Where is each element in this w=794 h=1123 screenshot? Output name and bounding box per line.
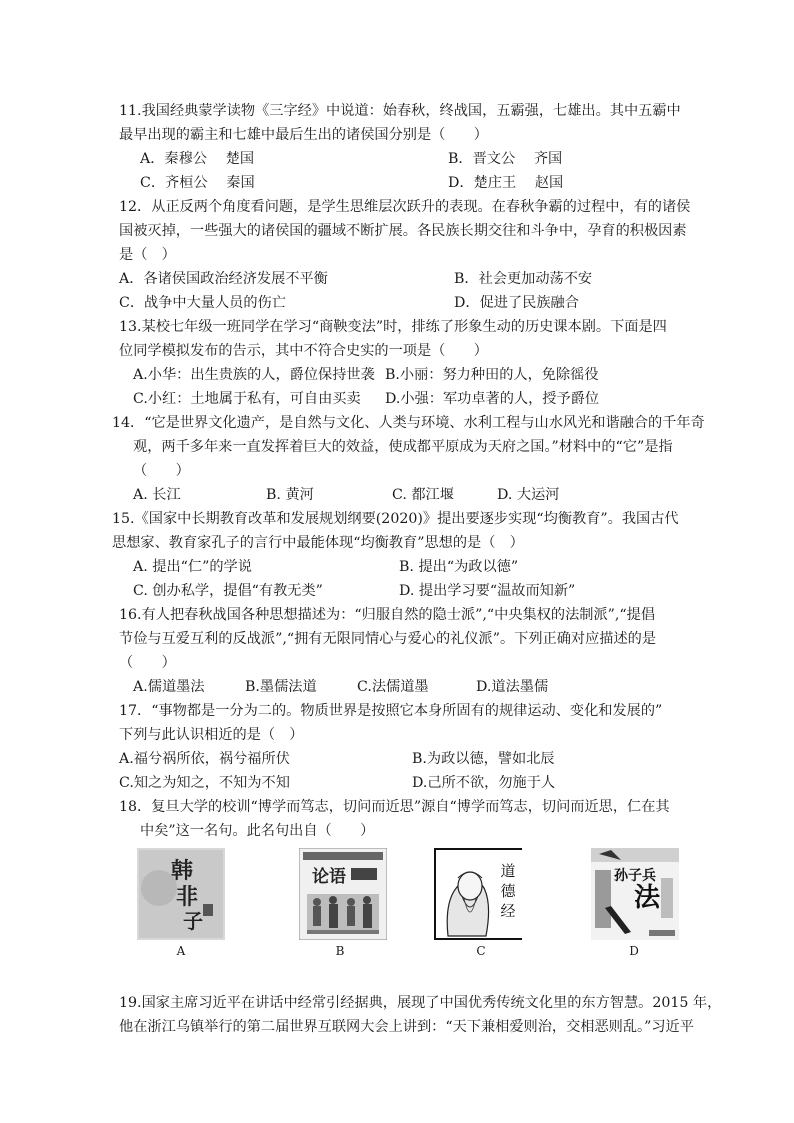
question-14-stem-line-3: （ ） [133,463,190,479]
svg-text:韩: 韩 [170,858,194,884]
question-16-option-b: B.墨儒法道 [245,679,317,695]
question-17-stem-line-1: 17．“事物都是一分为二的。物质世界是按照它本身所固有的规律运动、变化和发展的” [119,703,663,719]
question-13-option-b: B.小丽：努力种田的人，免除徭役 [385,367,599,383]
question-18-stem-line-1: 18．复旦大学的校训“博学而笃志，切问而近思”源自“博学而笃志，切问而近思，仁在其 [119,799,670,815]
question-17-stem-line-2: 下列与此认识相近的是（ ） [119,727,304,743]
svg-text:德: 德 [500,882,516,900]
question-19-stem-line-1: 19.国家主席习近平在讲话中经常引经据典，展现了中国优秀传统文化里的东方智慧。2015 年， [119,995,722,1011]
question-16-stem-line-3: （ ） [119,655,176,671]
question-14-option-b: B. 黄河 [266,487,314,503]
question-12-stem-line-2: 国被灭掉，一些强大的诸侯国的疆域不断扩展。各民族长期交往和斗争中，孕育的积极因素 [119,223,687,239]
svg-text:非: 非 [175,884,199,910]
question-15-stem-line-2: 思想家、教育家孔子的言行中最能体现“均衡教育”思想的是（ ） [112,535,524,551]
question-16-option-c: C.法儒道墨 [357,679,429,695]
question-17-option-b: B.为政以德，譬如北辰 [412,751,555,767]
question-13-option-c: C.小红：土地属于私有，可自由买卖 [133,391,361,407]
question-12-stem-line-3: 是（ ） [119,247,176,263]
question-15-option-c: C. 创办私学，提倡“有教无类” [133,583,323,599]
question-16-option-a: A.儒道墨法 [133,679,205,695]
svg-text:孙子兵: 孙子兵 [614,868,656,884]
question-12-stem-line-1: 12．从正反两个角度看问题，是学生思维层次跃升的表现。在春秋争霸的过程中，有的诸侯 [119,199,691,215]
svg-text:经: 经 [500,902,516,920]
question-16-stem-line-2: 节俭与互爱互利的反战派”,“拥有无限同情心与爱心的礼仪派”。下列正确对应描述的是 [119,631,657,647]
book-label-b: B [335,944,345,958]
question-12-option-b: B．社会更加动荡不安 [454,271,593,287]
question-12-option-d: D．促进了民族融合 [454,295,579,311]
svg-text:论语: 论语 [312,867,346,887]
question-11-option-a: A．秦穆公 楚国 [140,151,255,167]
question-11-option-d: D．楚庄王 赵国 [448,175,564,191]
question-11-stem-line-1: 11.我国经典蒙学读物《三字经》中说道：始春秋，终战国，五霸强，七雄出。其中五霸中 [119,103,681,119]
question-17-option-d: D.己所不欲，勿施于人 [412,775,556,791]
question-17-option-a: A.福兮祸所依，祸兮福所伏 [119,751,290,767]
book-cover-a-hanfeizi [137,848,225,940]
svg-text:子: 子 [183,909,203,933]
question-11-option-b: B．晋文公 齐国 [448,151,563,167]
question-15-option-a: A. 提出“仁”的学说 [133,559,252,575]
question-13-option-d: D.小强：军功卓著的人，授予爵位 [385,391,600,407]
question-19-stem-line-2: 他在浙江乌镇举行的第二届世界互联网大会上讲到：“天下兼相爱则治，交相恶则乱。”习近平 [119,1019,694,1035]
question-16-stem-line-1: 16.有人把春秋战国各种思想描述为：“归服自然的隐士派”,“中央集权的法制派”,“提倡 [119,607,656,623]
question-15-option-b: B. 提出“为政以德” [399,559,519,575]
question-14-stem-line-2: 观，两千多年来一直发挥着巨大的效益，使成都平原成为天府之国。”材料中的“它”是指 [133,439,673,455]
question-13-stem-line-1: 13.某校七年级一班同学在学习“商鞅变法”时，排练了形象生动的历史课本剧。下面是四 [119,319,667,335]
question-14-stem-line-1: 14．“它是世界文化遗产，是自然与文化、人类与环境、水利工程与山水风光和谐融合的千年奇 [112,415,705,431]
question-14-option-d: D. 大运河 [497,487,560,503]
book-label-a: A [176,944,186,958]
question-15-option-d: D. 提出学习要“温故而知新” [399,583,576,599]
question-12-option-a: A．各诸侯国政治经济发展不平衡 [119,271,328,287]
question-18-stem-line-2: 中矣”这一名句。此名句出自（ ） [140,823,375,839]
question-11-option-c: C．齐桓公 秦国 [140,175,255,191]
question-15-stem-line-1: 15.《国家中长期教育改革和发展规划纲要(2020)》提出要逐步实现“均衡教育”。我国古代 [112,511,679,527]
question-17-option-c: C.知之为知之，不知为不知 [119,775,290,791]
question-11-stem-line-2: 最早出现的霸主和七雄中最后生出的诸侯国分别是（ ） [119,127,488,143]
svg-text:道: 道 [500,862,516,880]
book-cover-c-daodejing [434,848,522,940]
question-12-option-c: C．战争中大量人员的伤亡 [119,295,286,311]
book-label-c: C [476,944,486,958]
book-label-d: D [629,944,639,958]
question-14-option-c: C. 都江堰 [392,487,454,503]
question-14-option-a: A. 长江 [133,487,181,503]
question-13-stem-line-2: 位同学模拟发布的告示，其中不符合史实的一项是（ ） [119,343,488,359]
svg-text:法: 法 [633,883,661,913]
book-cover-b-lunyu [299,848,387,940]
book-cover-d-sunzibingfa [591,848,679,940]
question-13-option-a: A.小华：出生贵族的人，爵位保持世袭 [133,367,375,383]
question-16-option-d: D.道法墨儒 [476,679,549,695]
